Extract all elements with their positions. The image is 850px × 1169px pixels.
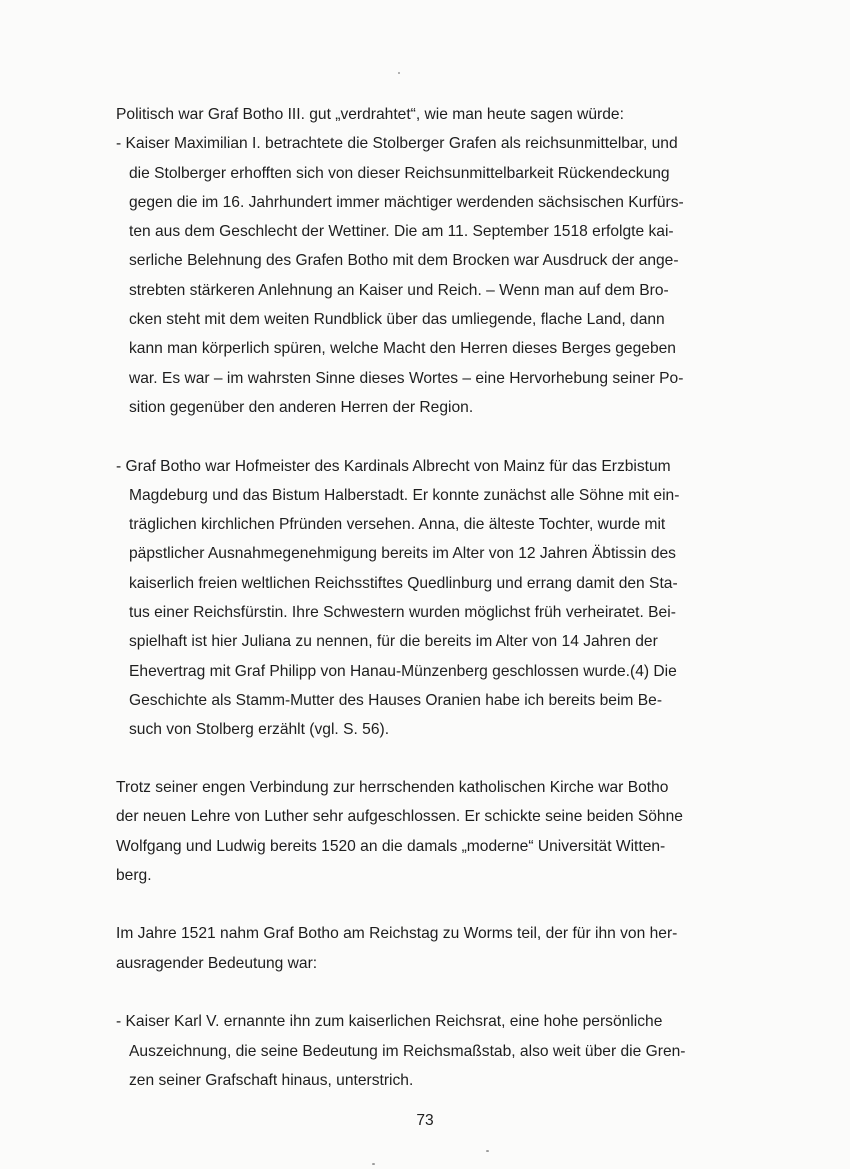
text-line: Politisch war Graf Botho III. gut „verdrahtet“, wie man heute sagen würde: — [116, 106, 624, 123]
text-line: serliche Belehnung des Grafen Botho mit dem Brocken war Ausdruck der ange- — [129, 252, 679, 270]
text-line: Auszeichnung, die seine Bedeutung im Reichsmaßstab, also weit über die Gren- — [129, 1042, 686, 1060]
paragraph-intro — [116, 100, 724, 129]
text-line: die Stolberger erhofften sich von dieser Reichsunmittelbarkeit Rückendeckung — [129, 164, 670, 182]
text-line: kaiserlich freien weltlichen Reichsstiftes Quedlinburg und errang damit den Sta- — [129, 574, 678, 592]
text-line: tus einer Reichsfürstin. Ihre Schwestern wurden möglichst früh verheiratet. Bei- — [129, 604, 676, 622]
scan-speck — [486, 1150, 489, 1152]
text-line: strebten stärkeren Anlehnung an Kaiser und Reich. – Wenn man auf dem Bro- — [129, 281, 669, 299]
text-line: Wolfgang und Ludwig bereits 1520 an die damals „moderne“ Universität Witten- — [116, 837, 666, 855]
text-line: - Kaiser Maximilian I. betrachtete die Stolberger Grafen als reichsunmittelbar, und — [116, 135, 678, 153]
text-line: zen seiner Grafschaft hinaus, unterstrich. — [129, 1071, 414, 1089]
text-line: - Kaiser Karl V. ernannte ihn zum kaiserlichen Reichsrat, eine hohe persönliche — [116, 1013, 663, 1031]
text-line: berg. — [116, 866, 152, 884]
paragraph-worms — [116, 919, 724, 978]
text-line: Magdeburg und das Bistum Halberstadt. Er konnte zunächst alle Söhne mit ein- — [129, 486, 680, 504]
text-line: ausragender Bedeutung war: — [116, 954, 318, 972]
text-line: spielhaft ist hier Juliana zu nennen, für die bereits im Alter von 14 Jahren der — [129, 633, 658, 651]
text-line: Ehevertrag mit Graf Philipp von Hanau-Münzenberg geschlossen wurde.(4) Die — [129, 662, 677, 680]
text-line: gegen die im 16. Jahrhundert immer mächtiger werdenden sächsischen Kurfürs- — [129, 193, 684, 211]
paragraph-hofmeister — [116, 452, 724, 745]
text-line: Trotz seiner engen Verbindung zur herrschenden katholischen Kirche war Botho — [116, 779, 669, 796]
scan-speck — [398, 72, 400, 74]
text-line: sition gegenüber den anderen Herren der Region. — [129, 398, 474, 416]
text-line: Im Jahre 1521 nahm Graf Botho am Reichstag zu Worms teil, der für ihn von her- — [116, 925, 678, 943]
body-text-block-2 — [116, 773, 724, 1095]
paragraph-luther — [116, 773, 724, 890]
text-line: träglichen kirchlichen Pfründen versehen. Anna, die älteste Tochter, wurde mit — [129, 516, 666, 534]
text-line: - Graf Botho war Hofmeister des Kardinals Albrecht von Mainz für das Erzbistum — [116, 457, 671, 475]
text-line: ten aus dem Geschlecht der Wettiner. Die am 11. September 1518 erfolgte kai- — [129, 223, 674, 241]
text-line: päpstlicher Ausnahmegenehmigung bereits im Alter von 12 Jahren Äbtissin des — [129, 545, 676, 563]
text-line: Geschichte als Stamm-Mutter des Hauses Oranien habe ich bereits beim Be- — [129, 691, 663, 709]
paragraph-maximilian — [116, 129, 724, 422]
body-text-block-1 — [116, 100, 724, 745]
paragraph-gap — [116, 422, 724, 451]
text-line: war. Es war – im wahrsten Sinne dieses Wortes – eine Hervorhebung seiner Po- — [129, 369, 684, 387]
text-line: cken steht mit dem weiten Rundblick über das umliegende, flache Land, dann — [129, 311, 665, 329]
text-line: kann man körperlich spüren, welche Macht den Herren dieses Berges gegeben — [129, 340, 676, 358]
text-line: der neuen Lehre von Luther sehr aufgeschlossen. Er schickte seine beiden Söhne — [116, 808, 683, 826]
text-line: such von Stolberg erzählt (vgl. S. 56). — [129, 721, 390, 739]
page-number: 73 — [416, 1112, 434, 1129]
paragraph-karl — [116, 1007, 724, 1095]
scan-speck — [372, 1163, 375, 1165]
paragraph-gap — [116, 890, 724, 919]
paragraph-gap — [116, 978, 724, 1007]
